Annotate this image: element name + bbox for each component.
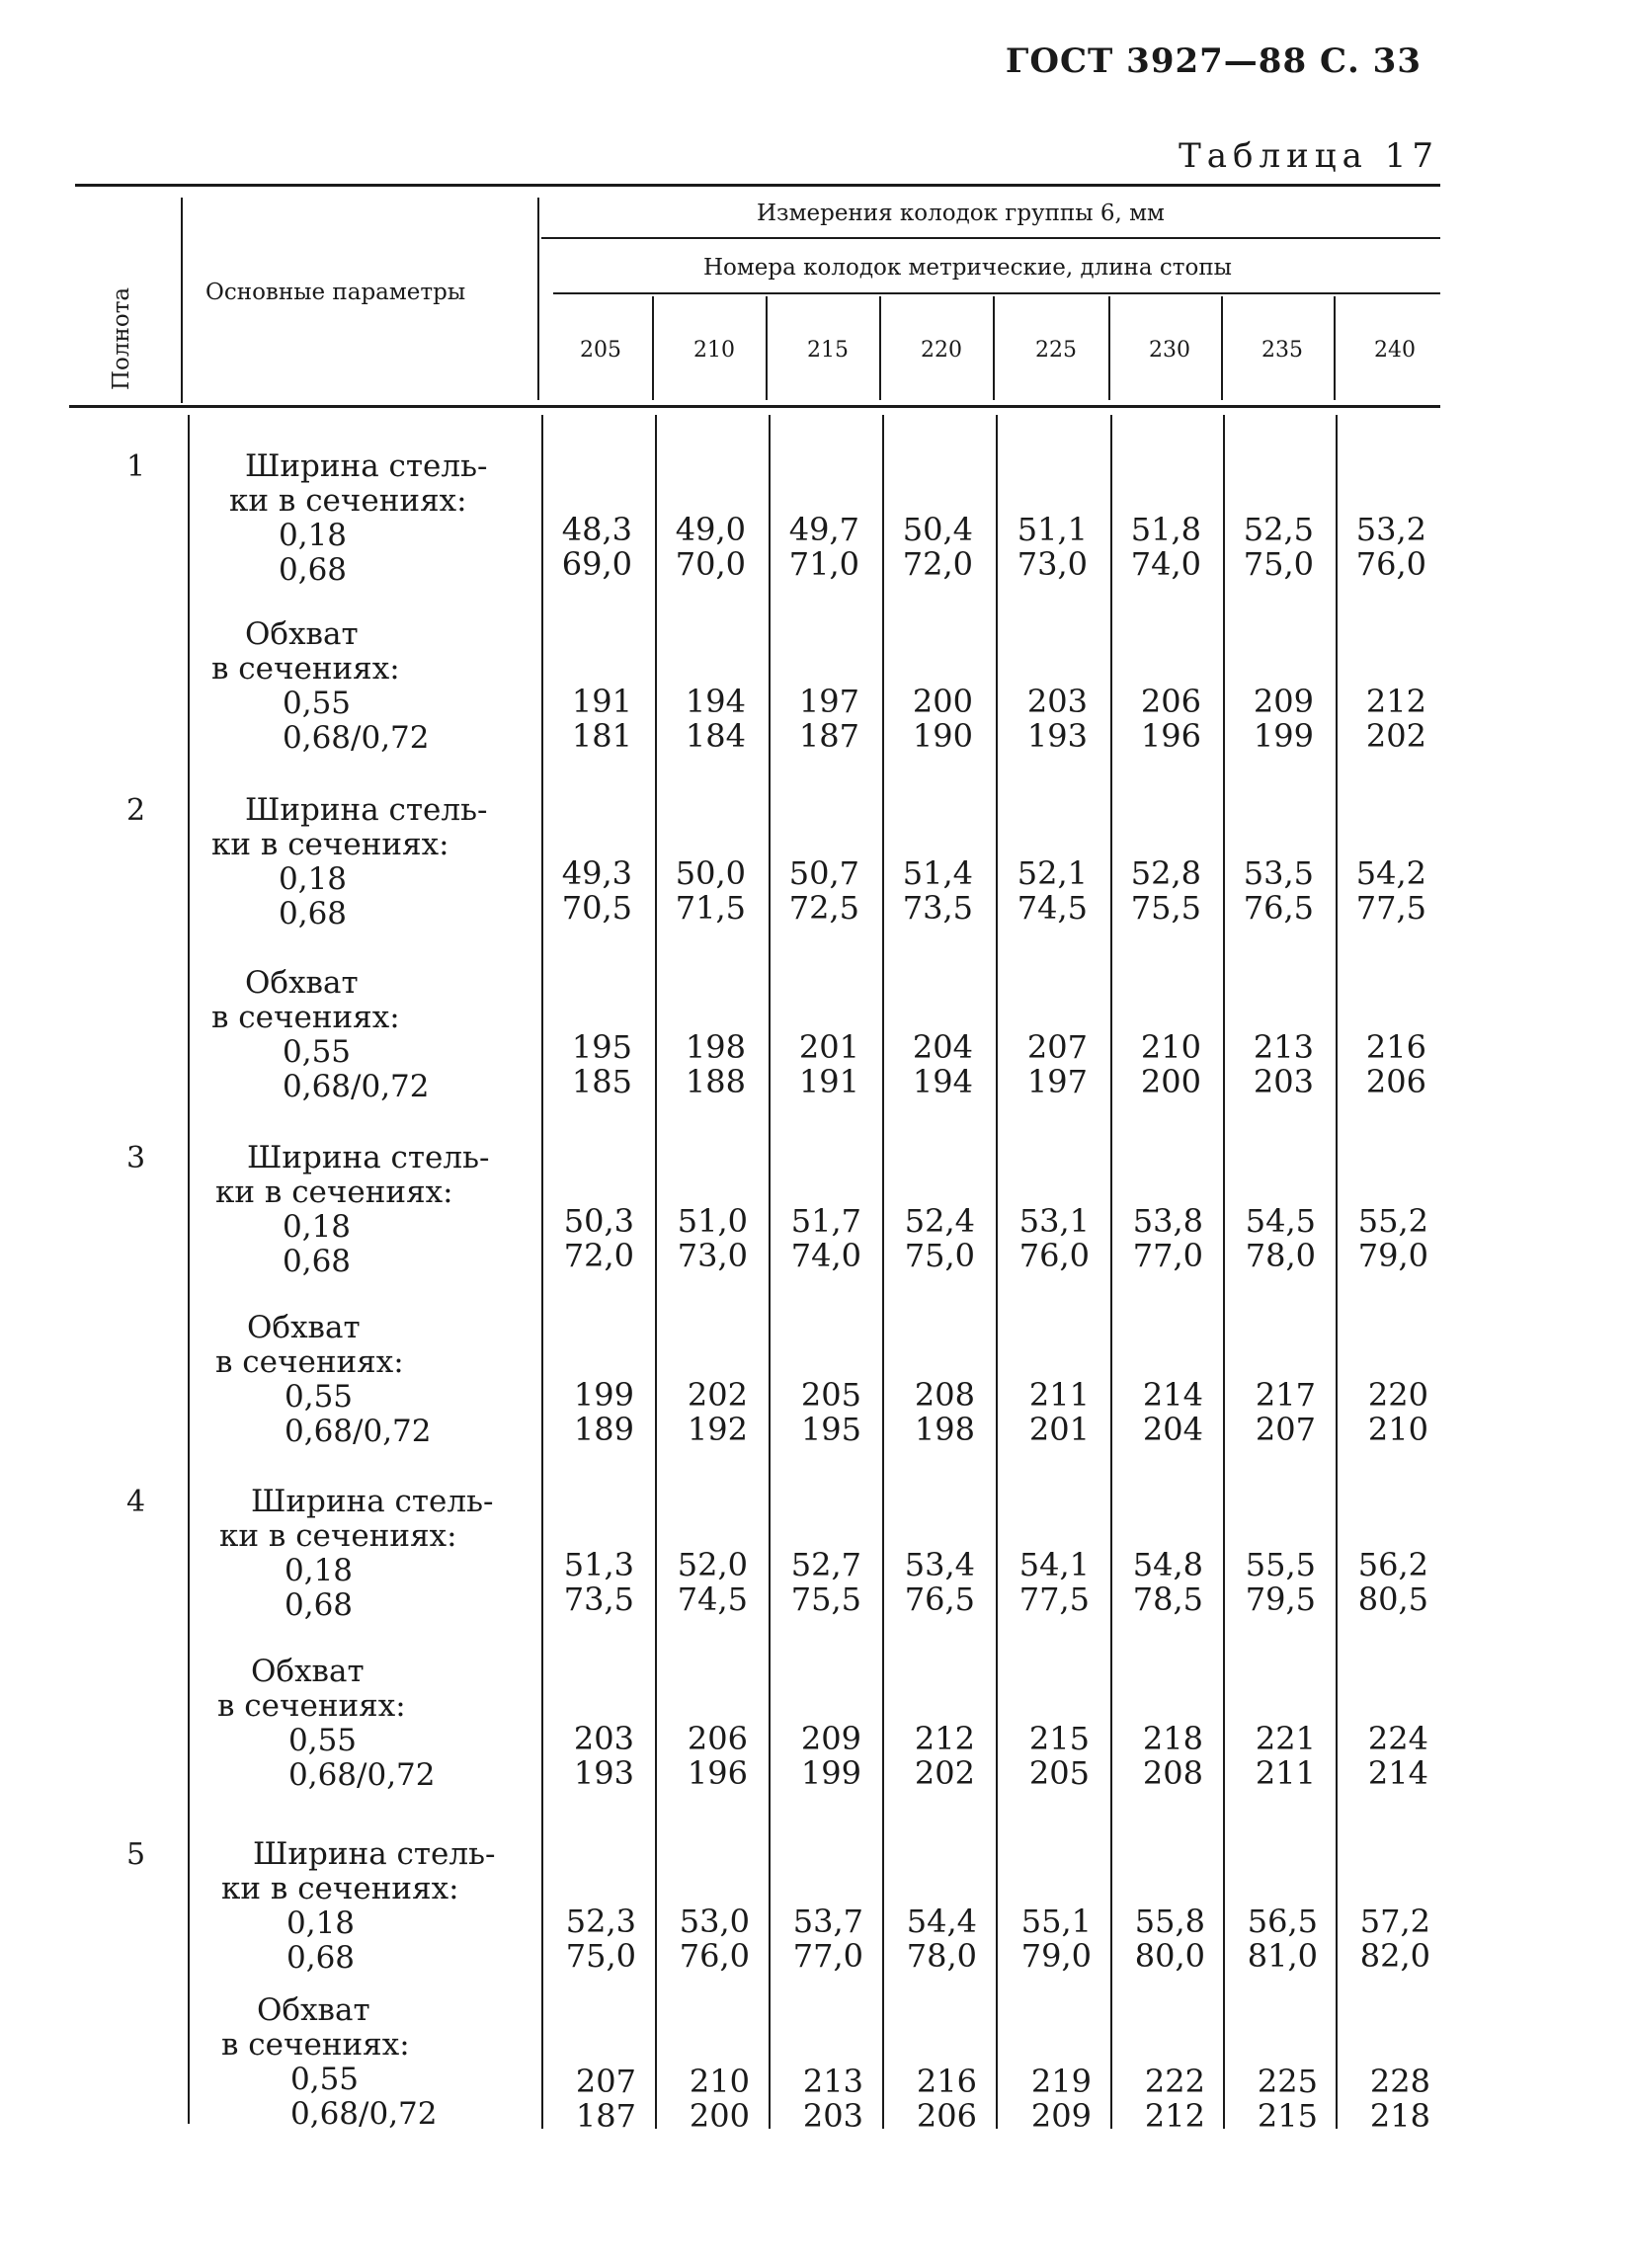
param-label-girth: в сечениях: [211, 651, 400, 687]
header-divider-fullness [181, 198, 183, 403]
param-label-girth: в сечениях: [211, 1000, 400, 1035]
value-cell: 203 [573, 1720, 634, 1757]
value-cell: 51,1 [1017, 511, 1088, 548]
param-label-girth: в сечениях: [217, 1688, 406, 1724]
fullness-section-4 [0, 1485, 1627, 1821]
value-cell: 213 [802, 2063, 863, 2100]
value-cell: 75,5 [1130, 889, 1201, 927]
header-col-divider [1221, 296, 1223, 400]
value-cell: 202 [1365, 717, 1426, 755]
value-cell: 198 [685, 1028, 746, 1066]
size-header: 220 [921, 338, 962, 363]
header-col-divider [766, 296, 768, 400]
page-reference: ГОСТ 3927—88 С. 33 [1005, 41, 1422, 81]
value-cell: 218 [1369, 2097, 1430, 2135]
fullness-number: 1 [126, 449, 146, 484]
param-label-section: 0,55 [290, 2062, 360, 2097]
value-cell: 196 [687, 1754, 748, 1792]
value-cell: 201 [798, 1028, 859, 1066]
size-header: 205 [580, 338, 621, 363]
value-cell: 54,1 [1018, 1546, 1090, 1583]
value-cell: 74,0 [790, 1237, 861, 1274]
value-cell: 49,0 [675, 511, 746, 548]
value-cell: 200 [912, 683, 973, 720]
value-cell: 48,3 [561, 511, 632, 548]
value-cell: 196 [1140, 717, 1201, 755]
param-label-girth: Обхват [245, 965, 359, 1001]
param-label-section: 0,55 [283, 686, 352, 721]
value-cell: 73,0 [677, 1237, 748, 1274]
size-header: 240 [1374, 338, 1416, 363]
value-cell: 55,1 [1020, 1903, 1092, 1940]
value-cell: 74,0 [1130, 545, 1201, 583]
value-cell: 206 [1140, 683, 1201, 720]
param-label-section: 0,68/0,72 [285, 1414, 432, 1449]
group-title: Измерения колодок группы 6, мм [757, 201, 1165, 226]
value-cell: 185 [571, 1063, 632, 1100]
param-label-girth: Обхват [257, 1992, 370, 2028]
param-label-width: ки в сечениях: [221, 1871, 459, 1906]
value-cell: 76,5 [904, 1580, 975, 1618]
fullness-number: 5 [126, 1837, 146, 1872]
value-cell: 79,0 [1020, 1937, 1092, 1975]
size-header: 210 [693, 338, 735, 363]
value-cell: 217 [1255, 1376, 1316, 1414]
value-cell: 210 [1367, 1411, 1428, 1448]
value-cell: 207 [1255, 1411, 1316, 1448]
subtitle-rule [553, 292, 1440, 294]
value-cell: 192 [687, 1411, 748, 1448]
size-header: 230 [1149, 338, 1190, 363]
value-cell: 212 [914, 1720, 975, 1757]
value-cell: 51,8 [1130, 511, 1201, 548]
value-cell: 56,2 [1357, 1546, 1428, 1583]
value-cell: 76,0 [679, 1937, 750, 1975]
header-col-divider [879, 296, 881, 400]
value-cell: 193 [1026, 717, 1088, 755]
fullness-section-5 [0, 1837, 1627, 2173]
value-cell: 194 [685, 683, 746, 720]
value-cell: 199 [800, 1754, 861, 1792]
param-label-width: Ширина стель- [251, 1484, 494, 1519]
value-cell: 208 [1142, 1754, 1203, 1792]
value-cell: 53,7 [792, 1903, 863, 1940]
value-cell: 78,5 [1132, 1580, 1203, 1618]
fullness-section-1 [0, 449, 1627, 785]
header-col-divider [652, 296, 654, 400]
value-cell: 51,7 [790, 1202, 861, 1240]
value-cell: 203 [802, 2097, 863, 2135]
value-cell: 197 [1026, 1063, 1088, 1100]
value-cell: 52,0 [677, 1546, 748, 1583]
value-cell: 72,0 [902, 545, 973, 583]
value-cell: 73,5 [902, 889, 973, 927]
value-cell: 73,5 [563, 1580, 634, 1618]
value-cell: 214 [1367, 1754, 1428, 1792]
param-label-girth: Обхват [251, 1654, 365, 1689]
param-label-width: ки в сечениях: [219, 1518, 457, 1554]
value-cell: 219 [1030, 2063, 1092, 2100]
value-cell: 181 [571, 717, 632, 755]
value-cell: 203 [1026, 683, 1088, 720]
param-label-section: 0,55 [288, 1723, 358, 1758]
value-cell: 221 [1255, 1720, 1316, 1757]
value-cell: 74,5 [677, 1580, 748, 1618]
value-cell: 198 [914, 1411, 975, 1448]
value-cell: 82,0 [1359, 1937, 1430, 1975]
fullness-section-2 [0, 793, 1627, 1129]
value-cell: 53,5 [1243, 854, 1314, 892]
table-title: Таблица 17 [1179, 136, 1439, 176]
value-cell: 53,0 [679, 1903, 750, 1940]
param-label-width: Ширина стель- [245, 792, 488, 828]
param-label-section: 0,55 [285, 1379, 354, 1415]
param-label-section: 0,55 [283, 1034, 352, 1070]
fullness-column-header: Полнота [109, 286, 134, 390]
value-cell: 70,0 [675, 545, 746, 583]
value-cell: 52,4 [904, 1202, 975, 1240]
value-cell: 202 [687, 1376, 748, 1414]
value-cell: 211 [1028, 1376, 1090, 1414]
param-label-section: 0,18 [279, 861, 348, 897]
param-label-section: 0,68 [283, 1244, 352, 1279]
param-label-section: 0,68/0,72 [283, 1069, 430, 1104]
value-cell: 76,0 [1355, 545, 1426, 583]
param-label-width: ки в сечениях: [215, 1174, 453, 1210]
header-col-divider [993, 296, 995, 400]
value-cell: 205 [1028, 1754, 1090, 1792]
value-cell: 215 [1028, 1720, 1090, 1757]
param-label-girth: Обхват [245, 616, 359, 652]
param-label-section: 0,68 [279, 552, 348, 588]
value-cell: 54,2 [1355, 854, 1426, 892]
header-col-divider [1334, 296, 1336, 400]
value-cell: 197 [798, 683, 859, 720]
size-header: 235 [1261, 338, 1303, 363]
group-subtitle: Номера колодок метрические, длина стопы [703, 255, 1232, 281]
value-cell: 224 [1367, 1720, 1428, 1757]
value-cell: 193 [573, 1754, 634, 1792]
value-cell: 50,7 [788, 854, 859, 892]
value-cell: 75,5 [790, 1580, 861, 1618]
value-cell: 77,5 [1355, 889, 1426, 927]
value-cell: 71,5 [675, 889, 746, 927]
value-cell: 52,8 [1130, 854, 1201, 892]
param-label-section: 0,18 [283, 1209, 352, 1245]
value-cell: 216 [1365, 1028, 1426, 1066]
param-label-section: 0,68 [285, 1587, 354, 1623]
param-label-width: Ширина стель- [253, 1836, 496, 1872]
value-cell: 212 [1365, 683, 1426, 720]
value-cell: 195 [571, 1028, 632, 1066]
value-cell: 53,4 [904, 1546, 975, 1583]
value-cell: 205 [800, 1376, 861, 1414]
value-cell: 204 [1142, 1411, 1203, 1448]
value-cell: 194 [912, 1063, 973, 1100]
value-cell: 187 [575, 2097, 636, 2135]
value-cell: 80,0 [1134, 1937, 1205, 1975]
group-title-rule [541, 237, 1440, 239]
value-cell: 80,5 [1357, 1580, 1428, 1618]
value-cell: 50,4 [902, 511, 973, 548]
value-cell: 200 [1140, 1063, 1201, 1100]
value-cell: 56,5 [1247, 1903, 1318, 1940]
value-cell: 72,0 [563, 1237, 634, 1274]
value-cell: 78,0 [906, 1937, 977, 1975]
size-header: 225 [1035, 338, 1077, 363]
value-cell: 189 [573, 1411, 634, 1448]
value-cell: 77,5 [1018, 1580, 1090, 1618]
value-cell: 73,0 [1017, 545, 1088, 583]
value-cell: 203 [1253, 1063, 1314, 1100]
param-label-width: Ширина стель- [245, 448, 488, 484]
value-cell: 50,0 [675, 854, 746, 892]
fullness-section-3 [0, 1141, 1627, 1477]
value-cell: 52,7 [790, 1546, 861, 1583]
value-cell: 209 [800, 1720, 861, 1757]
value-cell: 79,5 [1245, 1580, 1316, 1618]
param-label-section: 0,68 [286, 1940, 356, 1976]
value-cell: 207 [575, 2063, 636, 2100]
value-cell: 213 [1253, 1028, 1314, 1066]
value-cell: 49,3 [561, 854, 632, 892]
header-col-divider [1108, 296, 1110, 400]
value-cell: 69,0 [561, 545, 632, 583]
value-cell: 200 [689, 2097, 750, 2135]
value-cell: 209 [1030, 2097, 1092, 2135]
param-label-section: 0,68/0,72 [290, 2096, 438, 2132]
param-label-girth: в сечениях: [215, 1344, 404, 1380]
value-cell: 78,0 [1245, 1237, 1316, 1274]
value-cell: 215 [1257, 2097, 1318, 2135]
value-cell: 71,0 [788, 545, 859, 583]
param-label-section: 0,18 [285, 1553, 354, 1588]
param-label-width: ки в сечениях: [229, 483, 467, 519]
value-cell: 218 [1142, 1720, 1203, 1757]
value-cell: 76,5 [1243, 889, 1314, 927]
value-cell: 216 [916, 2063, 977, 2100]
value-cell: 222 [1144, 2063, 1205, 2100]
value-cell: 188 [685, 1063, 746, 1100]
value-cell: 208 [914, 1376, 975, 1414]
value-cell: 79,0 [1357, 1237, 1428, 1274]
value-cell: 220 [1367, 1376, 1428, 1414]
params-column-header: Основные параметры [205, 280, 466, 305]
value-cell: 191 [798, 1063, 859, 1100]
value-cell: 211 [1255, 1754, 1316, 1792]
value-cell: 77,0 [1132, 1237, 1203, 1274]
size-header: 215 [807, 338, 849, 363]
value-cell: 75,0 [1243, 545, 1314, 583]
value-cell: 201 [1028, 1411, 1090, 1448]
value-cell: 77,0 [792, 1937, 863, 1975]
value-cell: 191 [571, 683, 632, 720]
fullness-number: 4 [126, 1485, 146, 1519]
header-bottom-rule [69, 405, 1440, 408]
value-cell: 184 [685, 717, 746, 755]
table-top-rule [75, 184, 1440, 187]
param-label-section: 0,68/0,72 [288, 1757, 436, 1793]
value-cell: 81,0 [1247, 1937, 1318, 1975]
param-label-section: 0,68 [279, 896, 348, 932]
param-label-girth: в сечениях: [221, 2027, 410, 2063]
value-cell: 74,5 [1017, 889, 1088, 927]
value-cell: 204 [912, 1028, 973, 1066]
value-cell: 207 [1026, 1028, 1088, 1066]
param-label-width: ки в сечениях: [211, 827, 449, 862]
value-cell: 54,5 [1245, 1202, 1316, 1240]
value-cell: 199 [1253, 717, 1314, 755]
value-cell: 55,8 [1134, 1903, 1205, 1940]
value-cell: 51,3 [563, 1546, 634, 1583]
value-cell: 53,8 [1132, 1202, 1203, 1240]
value-cell: 50,3 [563, 1202, 634, 1240]
value-cell: 210 [1140, 1028, 1201, 1066]
value-cell: 190 [912, 717, 973, 755]
param-label-section: 0,18 [286, 1905, 356, 1941]
value-cell: 210 [689, 2063, 750, 2100]
value-cell: 54,8 [1132, 1546, 1203, 1583]
value-cell: 52,3 [565, 1903, 636, 1940]
value-cell: 57,2 [1359, 1903, 1430, 1940]
value-cell: 209 [1253, 683, 1314, 720]
value-cell: 54,4 [906, 1903, 977, 1940]
value-cell: 199 [573, 1376, 634, 1414]
value-cell: 51,4 [902, 854, 973, 892]
value-cell: 70,5 [561, 889, 632, 927]
value-cell: 72,5 [788, 889, 859, 927]
value-cell: 225 [1257, 2063, 1318, 2100]
value-cell: 206 [916, 2097, 977, 2135]
param-label-section: 0,18 [279, 518, 348, 553]
value-cell: 55,5 [1245, 1546, 1316, 1583]
value-cell: 187 [798, 717, 859, 755]
value-cell: 75,0 [904, 1237, 975, 1274]
param-label-width: Ширина стель- [247, 1140, 490, 1175]
value-cell: 52,1 [1017, 854, 1088, 892]
header-divider-params [537, 198, 539, 400]
value-cell: 206 [1365, 1063, 1426, 1100]
value-cell: 195 [800, 1411, 861, 1448]
value-cell: 228 [1369, 2063, 1430, 2100]
value-cell: 55,2 [1357, 1202, 1428, 1240]
value-cell: 53,2 [1355, 511, 1426, 548]
value-cell: 52,5 [1243, 511, 1314, 548]
param-label-girth: Обхват [247, 1310, 361, 1345]
value-cell: 212 [1144, 2097, 1205, 2135]
value-cell: 75,0 [565, 1937, 636, 1975]
value-cell: 214 [1142, 1376, 1203, 1414]
fullness-number: 2 [126, 793, 146, 828]
value-cell: 49,7 [788, 511, 859, 548]
value-cell: 202 [914, 1754, 975, 1792]
value-cell: 51,0 [677, 1202, 748, 1240]
value-cell: 76,0 [1018, 1237, 1090, 1274]
param-label-section: 0,68/0,72 [283, 720, 430, 756]
value-cell: 206 [687, 1720, 748, 1757]
fullness-number: 3 [126, 1141, 146, 1175]
value-cell: 53,1 [1018, 1202, 1090, 1240]
